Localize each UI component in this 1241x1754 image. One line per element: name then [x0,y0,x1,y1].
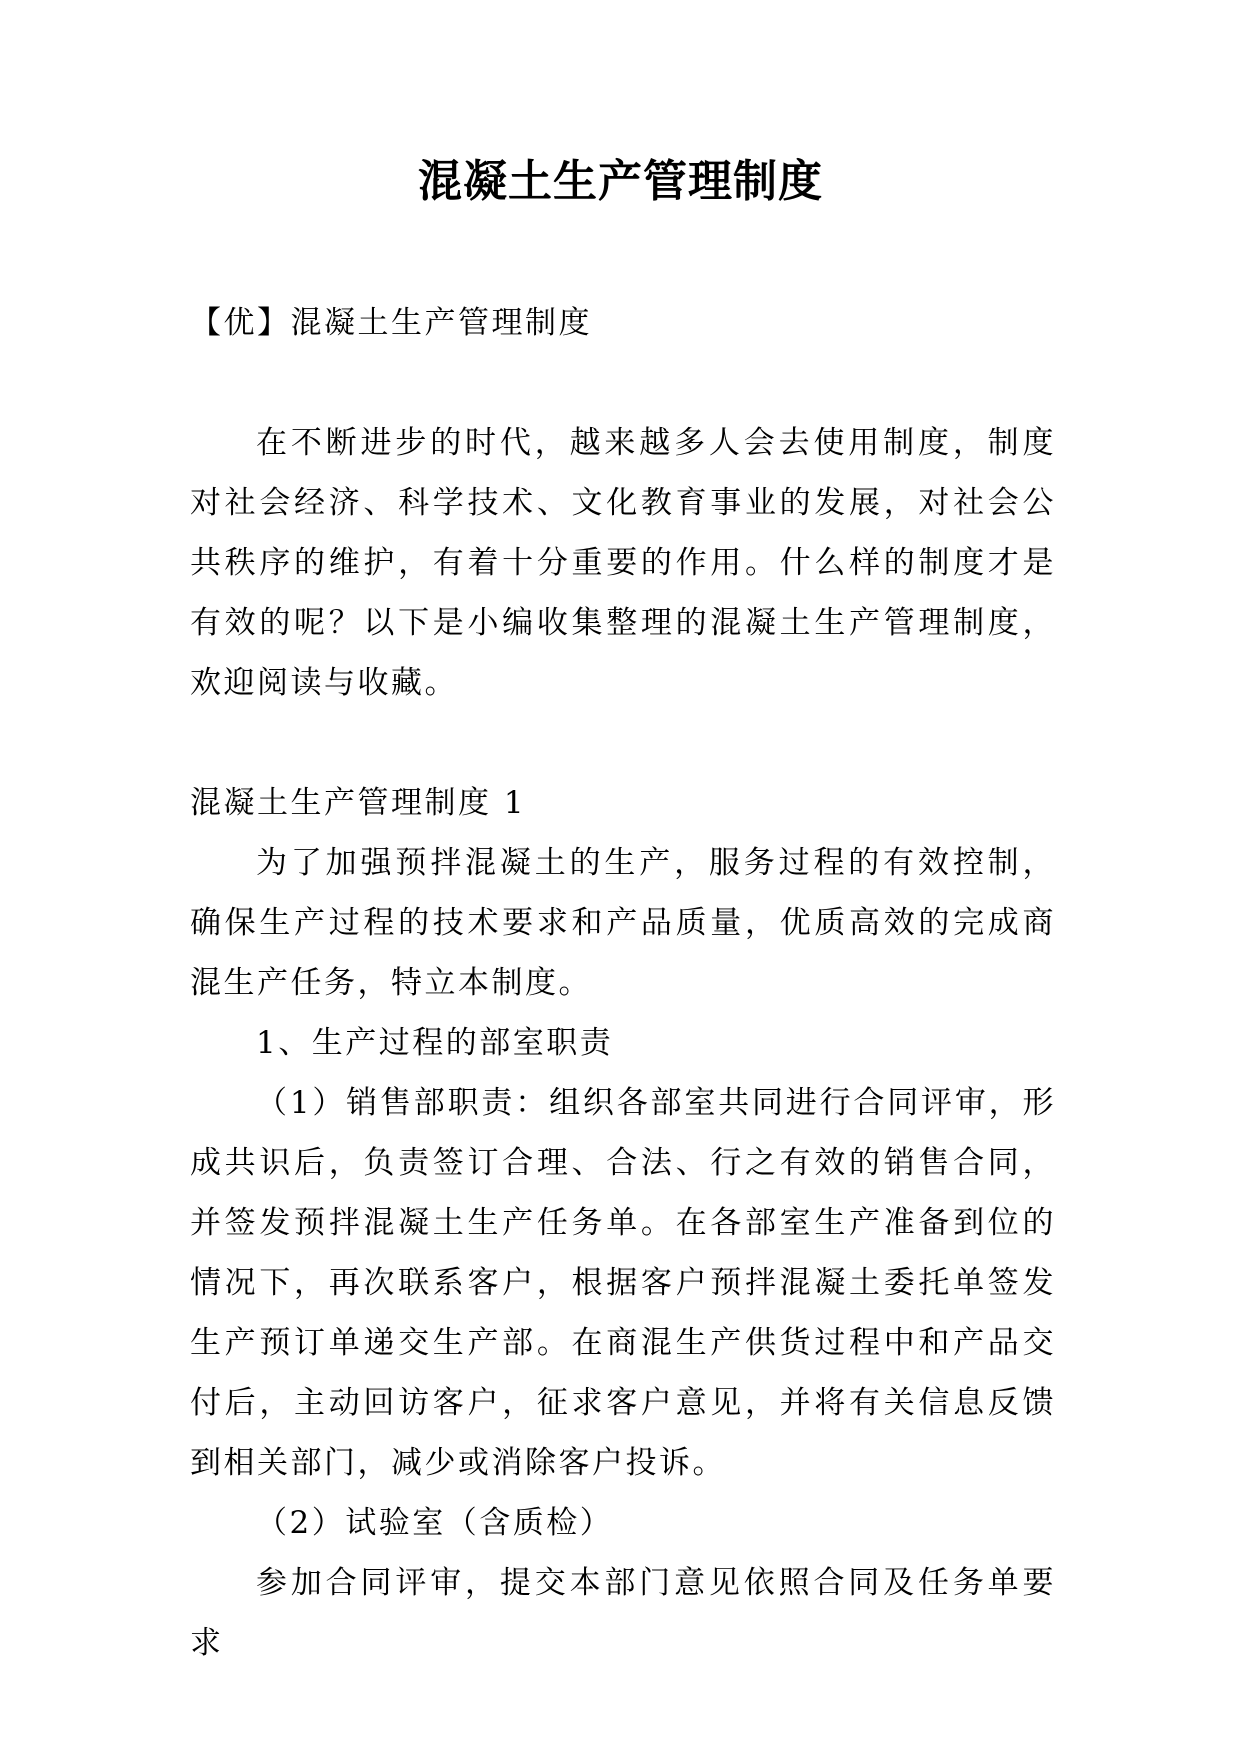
item-1-2-heading: （2）试验室（含质检） [256,1505,614,1541]
spacer [190,353,1056,413]
item-1-heading: 1、生产过程的部室职责 [256,1025,614,1061]
document-body [190,293,1056,1673]
section-heading: 混凝土生产管理制度 1 [190,785,527,821]
item-1-2-paragraph: 参加合同评审，提交本部门意见依照合同及任务单要求 [190,1565,1056,1661]
spacer [190,713,1056,773]
intro-paragraph: 在不断进步的时代，越来越多人会去使用制度，制度对社会经济、科学技术、文化教育事业的发展，对社会公共秩序的维护，有着十分重要的作用。什么样的制度才是有效的呢？以下是小编收集整理的混凝土生产管理制度，欢迎阅读与收藏。 [190,425,1056,701]
document-title: 混凝土生产管理制度 [418,156,823,207]
item-1-1-paragraph: （1）销售部职责：组织各部室共同进行合同评审，形成共识后，负责签订合理、合法、行之有效的销售合同，并签发预拌混凝土生产任务单。在各部室生产准备到位的情况下，再次联系客户，根据客户预拌混凝土委托单签发生产预订单递交生产部。在商混生产供货过程中和产品交付后，主动回访客户，征求客户意见，并将有关信息反馈到相关部门，减少或消除客户投诉。 [190,1085,1056,1481]
section-intro-paragraph: 为了加强预拌混凝土的生产，服务过程的有效控制，确保生产过程的技术要求和产品质量，优质高效的完成商混生产任务，特立本制度。 [190,845,1056,1001]
document-subtitle: 【优】混凝土生产管理制度 [190,305,592,341]
